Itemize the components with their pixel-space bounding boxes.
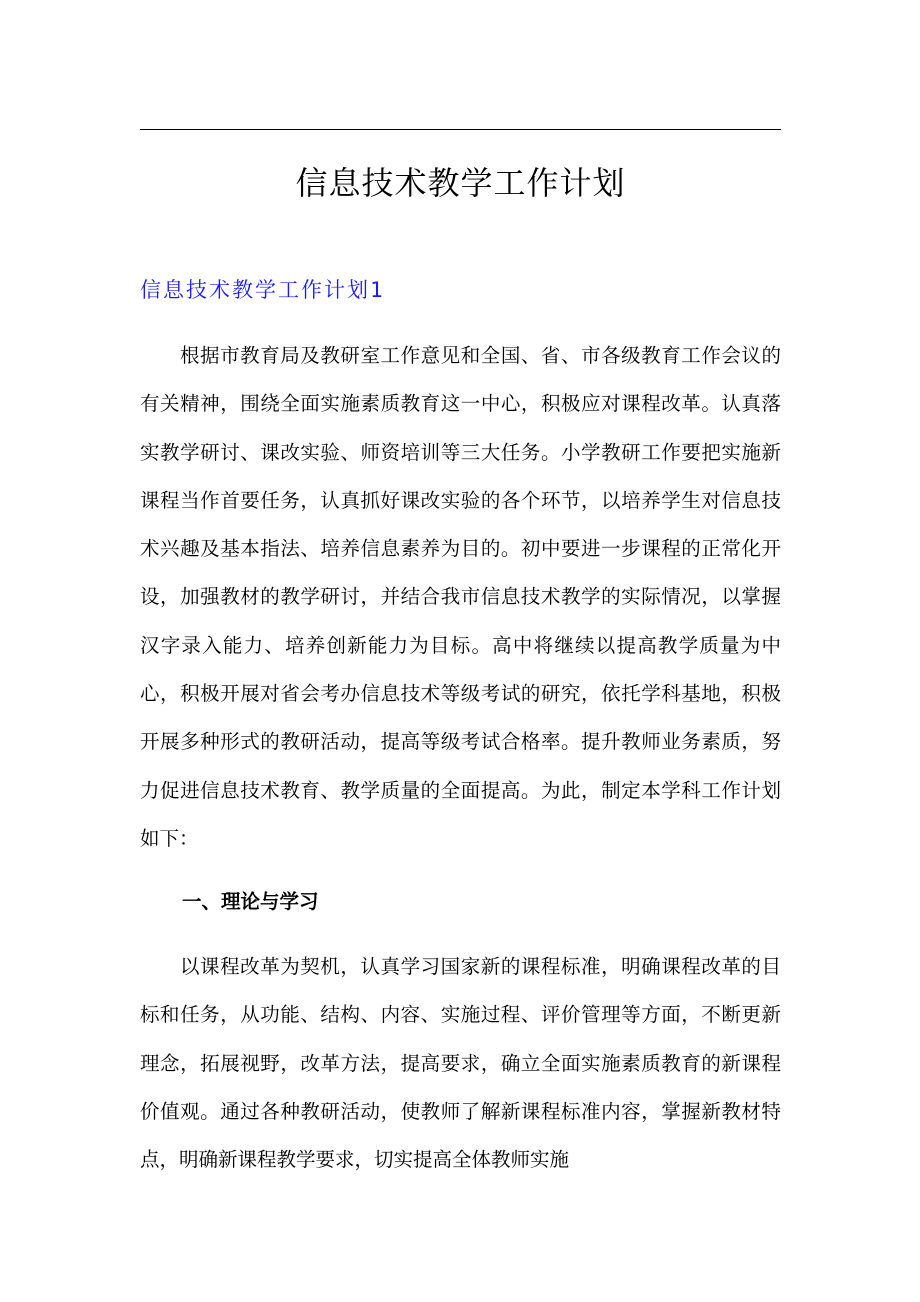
paragraph-theory-study: 以课程改革为契机，认真学习国家新的课程标准，明确课程改革的目标和任务，从功能、结构、内容、实施过程、评价管理等方面，不断更新理念，拓展视野，改革方法，提高要求，确立全面实施素质教育的新课程价值观。通过各种教研活动，使教师了解新课程标准内容，掌握新教材特点，明确新课程教学要求，切实提高全体教师实施 (140, 955, 781, 1172)
paragraph-intro: 根据市教育局及教研室工作意见和全国、省、市各级教育工作会议的有关精神，围绕全面实施素质教育这一中心，积极应对课程改革。认真落实教学研讨、课改实验、师资培训等三大任务。小学教研工作要把实施新课程当作首要任务，认真抓好课改实验的各个环节，以培养学生对信息技术兴趣及基本指法、培养信息素养为目的。初中要进一步课程的正常化开设，加强教材的教学研讨，并结合我市信息技术教学的实际情况，以掌握汉字录入能力、培养创新能力为目标。高中将继续以提高教学质量为中心，积极开展对省会考办信息技术等级考试的研究，依托学科基地，积极开展多种形式的教研活动，提高等级考试合格率。提升教师业务素质，努力促进信息技术教育、教学质量的全面提高。为此，制定本学科工作计划如下： (140, 344, 781, 850)
subheading-theory-study: 一、理论与学习 (182, 890, 319, 913)
document-title: 信息技术教学工作计划 (295, 164, 626, 202)
header-rule (140, 129, 781, 130)
section-heading: 信息技术教学工作计划1 (140, 278, 385, 302)
document-page (140, 0, 781, 1302)
